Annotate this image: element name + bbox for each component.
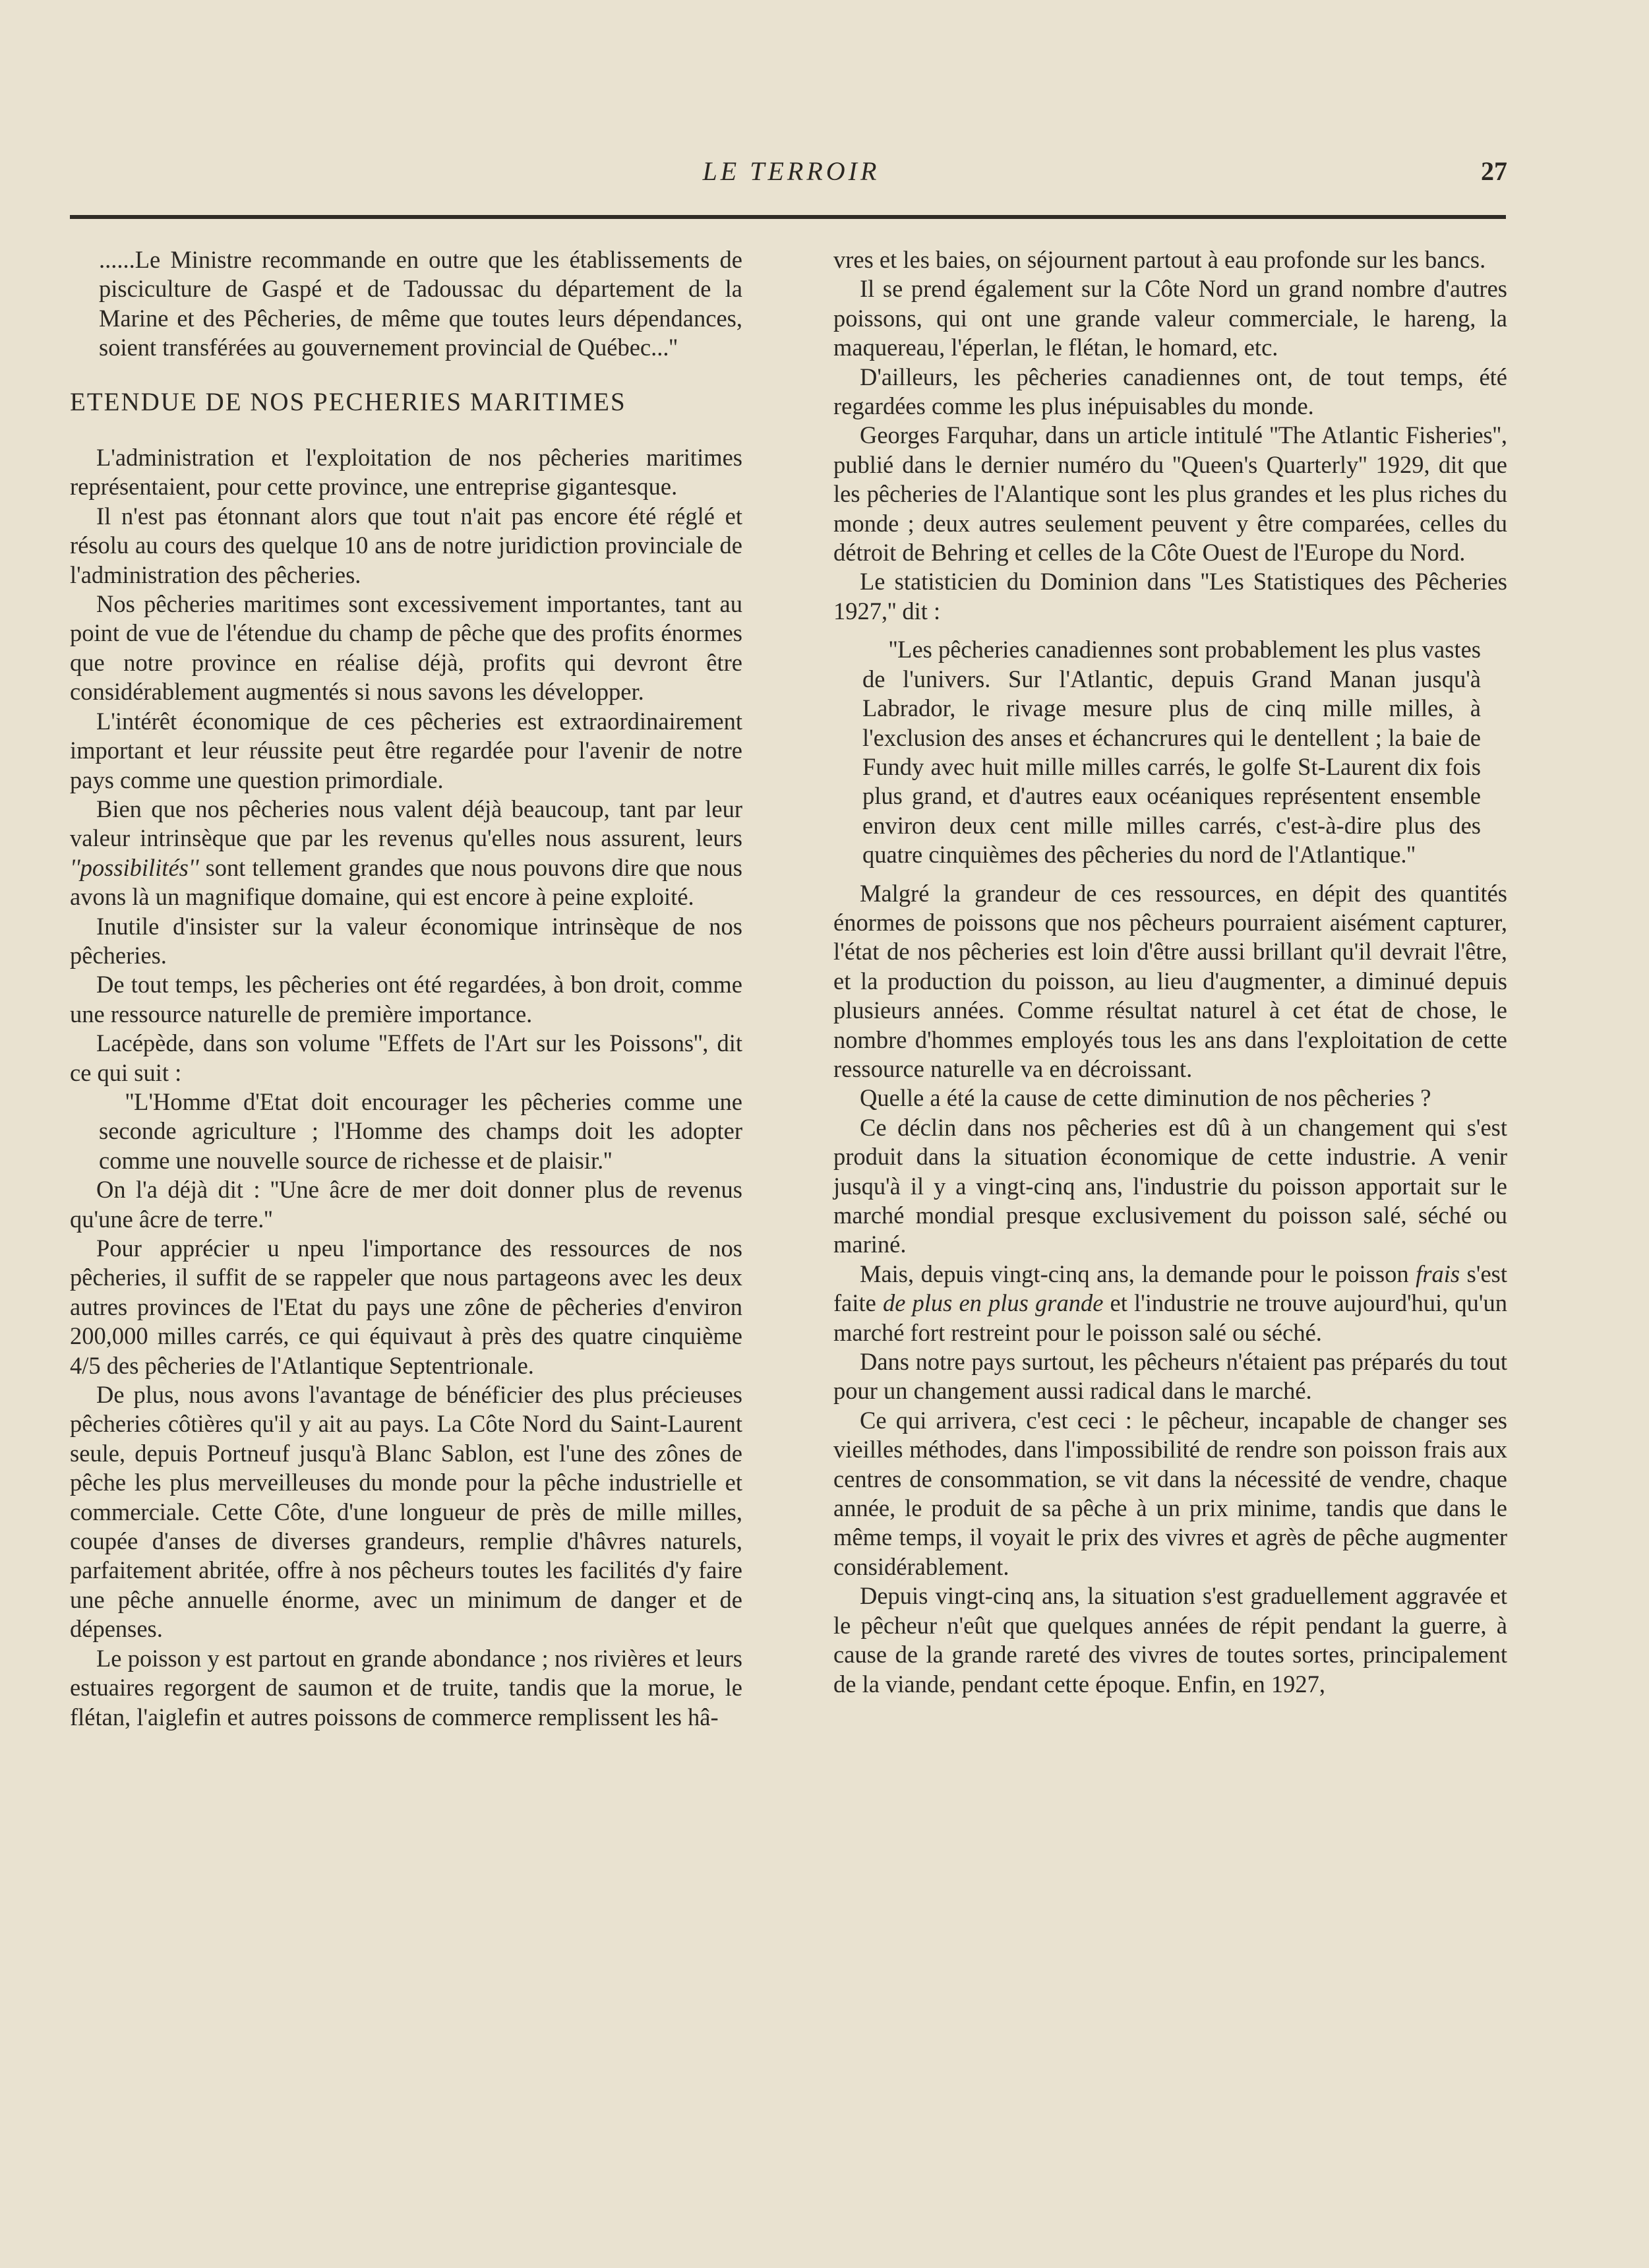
left-column <box>70 245 742 1732</box>
paragraph: Georges Farquhar, dans un article intitulé ''The Atlantic Fisheries'', publié dans le dernier numéro du ''Queen's Quarterly'' 1929, dit que les pêcheries de l'Alantique sont les plus grandes et les plus riches du monde ; deux autres seulement peuvent y être comparées, celles du détroit de Behring et celles de la Côte Ouest de l'Europe du Nord. <box>833 421 1507 567</box>
paragraph: Inutile d'insister sur la valeur économique intrinsèque de nos pêcheries. <box>70 912 742 969</box>
paragraph-text: sont tellement grandes que nous pouvons dire que nous avons là un magnifique domaine, qui est encore à peine exploité. <box>70 853 742 911</box>
paragraph <box>833 1260 1507 1347</box>
header-rule <box>70 215 1506 219</box>
paragraph: D'ailleurs, les pêcheries canadiennes ont, de tout temps, été regardées comme les plus inépuisables du monde. <box>833 363 1507 420</box>
paragraph: Malgré la grandeur de ces ressources, en dépit des quantités énormes de poissons que nos pêcheurs pourraient aisément capturer, l'état de nos pêcheries est loin d'être aussi brillant qu'il devrait l'être, et la production du poisson, au lieu d'augmenter, a diminué depuis plusieurs années. Comme résultat naturel à cet état de chose, le nombre d'hommes employés tous les ans dans l'exploitation de cette ressource naturelle va en décroissant. <box>833 879 1507 1082</box>
paragraph: On l'a déjà dit : ''Une âcre de mer doit donner plus de revenus qu'une âcre de terre.'' <box>70 1176 742 1233</box>
page-number: 27 <box>1481 156 1507 186</box>
paragraph-text: s'est faite <box>833 1260 1507 1317</box>
paragraph: vres et les baies, on séjournent partout à eau profonde sur les bancs. <box>833 246 1486 273</box>
paragraph: Lacépède, dans son volume ''Effets de l'Art sur les Poissons'', dit ce qui suit : <box>70 1029 742 1086</box>
paragraph: Le poisson y est partout en grande abondance ; nos rivières et leurs estuaires regorgent de saumon et de truite, tandis que la morue, le flétan, l'aiglefin et autres poissons de commerce remplissent les hâ- <box>70 1644 742 1731</box>
spacer <box>833 626 1507 635</box>
paragraph: Quelle a été la cause de cette diminution de nos pêcheries ? <box>860 1084 1431 1112</box>
paragraph <box>70 795 742 912</box>
paragraph: Il se prend également sur la Côte Nord un grand nombre d'autres poissons, qui ont une grande valeur commerciale, le hareng, la maquereau, l'éperlan, le flétan, le homard, etc. <box>833 275 1507 361</box>
journal-title: LE TERROIR <box>702 156 880 186</box>
spacer <box>833 870 1507 879</box>
paragraph: De plus, nous avons l'avantage de bénéficier des plus précieuses pêcheries côtières qu'il y ait au pays. La Côte Nord du Saint-Laurent seule, depuis Portneuf jusqu'à Blanc Sablon, est l'une des zônes de pêche les plus merveilleuses du monde pour la pêche industrielle et commerciale. Cette Côte, d'une longueur de près de mille milles, coupée d'anses de diverses grandeurs, remplie d'hâvres naturels, parfaitement abritée, offre à nos pêcheurs toutes les facilités d'y faire une pêche annuelle énorme, avec un minimum de danger et de dépenses. <box>70 1381 742 1643</box>
paragraph-text: Bien que nos pêcheries nous valent déjà beaucoup, tant par leur valeur intrinsèque que par les revenus qu'elles nous assurent, leurs <box>70 795 742 852</box>
paragraph: Ce qui arrivera, c'est ceci : le pêcheur, incapable de changer ses vieilles méthodes, dans l'impossibilité de rendre son poisson frais aux centres de consommation, se vit dans la nécessité de vendre, chaque année, le produit de sa pêche à un prix minime, tandis que dans le même temps, il voyait le prix des vivres et agrès de pêche augmenter considérablement. <box>833 1406 1507 1580</box>
paragraph: Le statisticien du Dominion dans ''Les Statistiques des Pêcheries 1927,'' dit : <box>833 568 1507 625</box>
paragraph: Ce déclin dans nos pêcheries est dû à un changement qui s'est produit dans la situation économique de cette industrie. A venir jusqu'à il y a vingt-cinq ans, l'industrie du poisson apportait sur le marché mondial presque exclusivement du poisson salé, séché ou mariné. <box>833 1113 1507 1258</box>
section-heading: ETENDUE DE NOS PECHERIES MARITIMES <box>70 387 626 416</box>
paragraph: L'intérêt économique de ces pêcheries est extraordinairement important et leur réussite peut être regardée pour l'avenir de notre pays comme une question primordiale. <box>70 707 742 793</box>
quotation: ''L'Homme d'Etat doit encourager les pêcheries comme une seconde agriculture ; l'Homme des champs doit les adopter comme une nouvelle source de richesse et de plaisir.'' <box>99 1088 742 1174</box>
paragraph-text: Mais, depuis vingt-cinq ans, la demande pour le poisson <box>860 1260 1416 1287</box>
emphasis-text: de plus en plus grande <box>882 1289 1104 1317</box>
emphasis-text: ''possibilités'' <box>70 853 199 881</box>
paragraph: De tout temps, les pêcheries ont été regardées, à bon droit, comme une ressource naturelle de première importance. <box>70 971 742 1027</box>
paragraph: ......Le Ministre recommande en outre que les établissements de pisciculture de Gaspé et de Tadoussac du département de la Marine et des Pêcheries, de même que toutes leurs dépendances, soient transférées au gouvernement provincial de Québec...'' <box>99 246 742 361</box>
paragraph: Dans notre pays surtout, les pêcheurs n'étaient pas préparés du tout pour un changement aussi radical dans le marché. <box>833 1348 1507 1405</box>
paragraph: Depuis vingt-cinq ans, la situation s'est graduellement aggravée et le pêcheur n'eût que quelques années de répit pendant la guerre, à cause de la grande rareté des vivres de toutes sortes, principalement de la viande, pendant cette époque. Enfin, en 1927, <box>833 1582 1507 1698</box>
paragraph-text: et l'industrie ne trouve aujourd'hui, qu'un marché fort restreint pour le poisson salé ou séché. <box>833 1289 1507 1346</box>
paragraph: Nos pêcheries maritimes sont excessivement importantes, tant au point de vue de l'étendue du champ de pêche que des profits énormes que notre province en réalise déjà, profits qui devront être considérablement augmentés si nous savons les développer. <box>70 590 742 706</box>
paragraph: Il n'est pas étonnant alors que tout n'ait pas encore été réglé et résolu au cours des quelque 10 ans de notre juridiction provinciale de l'administration des pêcheries. <box>70 502 742 588</box>
running-header <box>0 156 1649 195</box>
paragraph: L'administration et l'exploitation de nos pêcheries maritimes représentaient, pour cette province, une entreprise gigantesque. <box>70 444 742 501</box>
paragraph: Pour apprécier u npeu l'importance des ressources de nos pêcheries, il suffit de se rappeler que nous partageons avec les deux autres provinces de l'Etat du pays une zône de pêcheries d'environ 200,000 milles carrés, ce qui équivaut à près des quatre cinquième 4/5 des pêcheries de l'Atlantique Septentrionale. <box>70 1235 742 1379</box>
right-column <box>833 245 1507 1699</box>
block-quotation: ''Les pêcheries canadiennes sont probablement les plus vastes de l'univers. Sur l'Atlantic, depuis Grand Manan jusqu'à Labrador, le rivage mesure plus de cinq mille milles, à l'exclusion des anses et échancrures qui le dentellent ; la baie de Fundy avec huit mille milles carrés, le golfe St-Laurent dix fois plus grand, et d'autres eaux océaniques représentent ensemble environ deux cent mille milles carrés, c'est-à-dire plus des quatre cinquièmes des pêcheries du nord de l'Atlantique.'' <box>862 636 1481 869</box>
emphasis-text: frais <box>1416 1260 1460 1287</box>
